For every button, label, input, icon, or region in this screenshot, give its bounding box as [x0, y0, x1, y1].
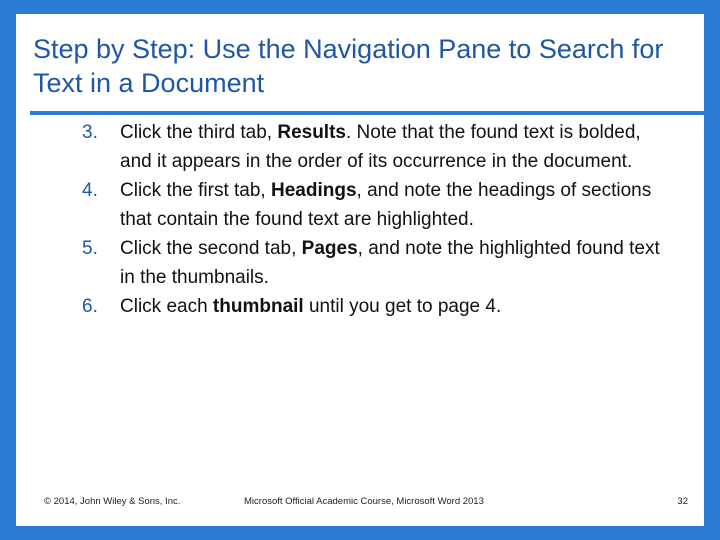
step-text-part: . Note that the found text is bolded, and it appears in the order of its occurrence in the document. — [120, 122, 641, 172]
slide-footer — [30, 492, 688, 512]
step-number: 6. — [82, 296, 98, 317]
step-text-bold: thumbnail — [212, 296, 304, 317]
step-item — [56, 176, 676, 234]
step-text-part: , and note the headings of sections that contain the found text are highlighted. — [120, 180, 652, 230]
footer-page-number: 32 — [677, 496, 688, 507]
step-text-part: Click the third tab, — [120, 122, 278, 143]
step-item — [56, 118, 676, 176]
step-item — [56, 234, 676, 292]
steps-list — [56, 118, 676, 321]
slide-title: Step by Step: Use the Navigation Pane to Search for Text in a Document — [33, 34, 664, 98]
step-number: 5. — [82, 238, 98, 259]
step-text-bold: Pages — [301, 238, 358, 259]
step-text-part: until you get to page 4. — [303, 296, 502, 317]
step-text-part: Click the second tab, — [120, 238, 302, 259]
title-divider — [30, 111, 704, 115]
footer-copyright: © 2014, John Wiley & Sons, Inc. — [44, 496, 181, 507]
footer-course-title: Microsoft Official Academic Course, Microsoft Word 2013 — [244, 496, 484, 507]
step-text-part: Click each — [120, 296, 213, 317]
step-text-part: Click the first tab, — [120, 180, 271, 201]
step-text — [120, 122, 641, 172]
step-number: 4. — [82, 180, 98, 201]
step-text — [120, 180, 651, 230]
step-text-bold: Headings — [271, 180, 357, 201]
step-number: 3. — [82, 122, 98, 143]
step-text — [120, 296, 501, 317]
step-text-part: , and note the highlighted found text in the thumbnails. — [120, 238, 660, 288]
step-text-bold: Results — [277, 122, 346, 143]
step-text — [120, 238, 660, 288]
step-item — [56, 292, 676, 321]
